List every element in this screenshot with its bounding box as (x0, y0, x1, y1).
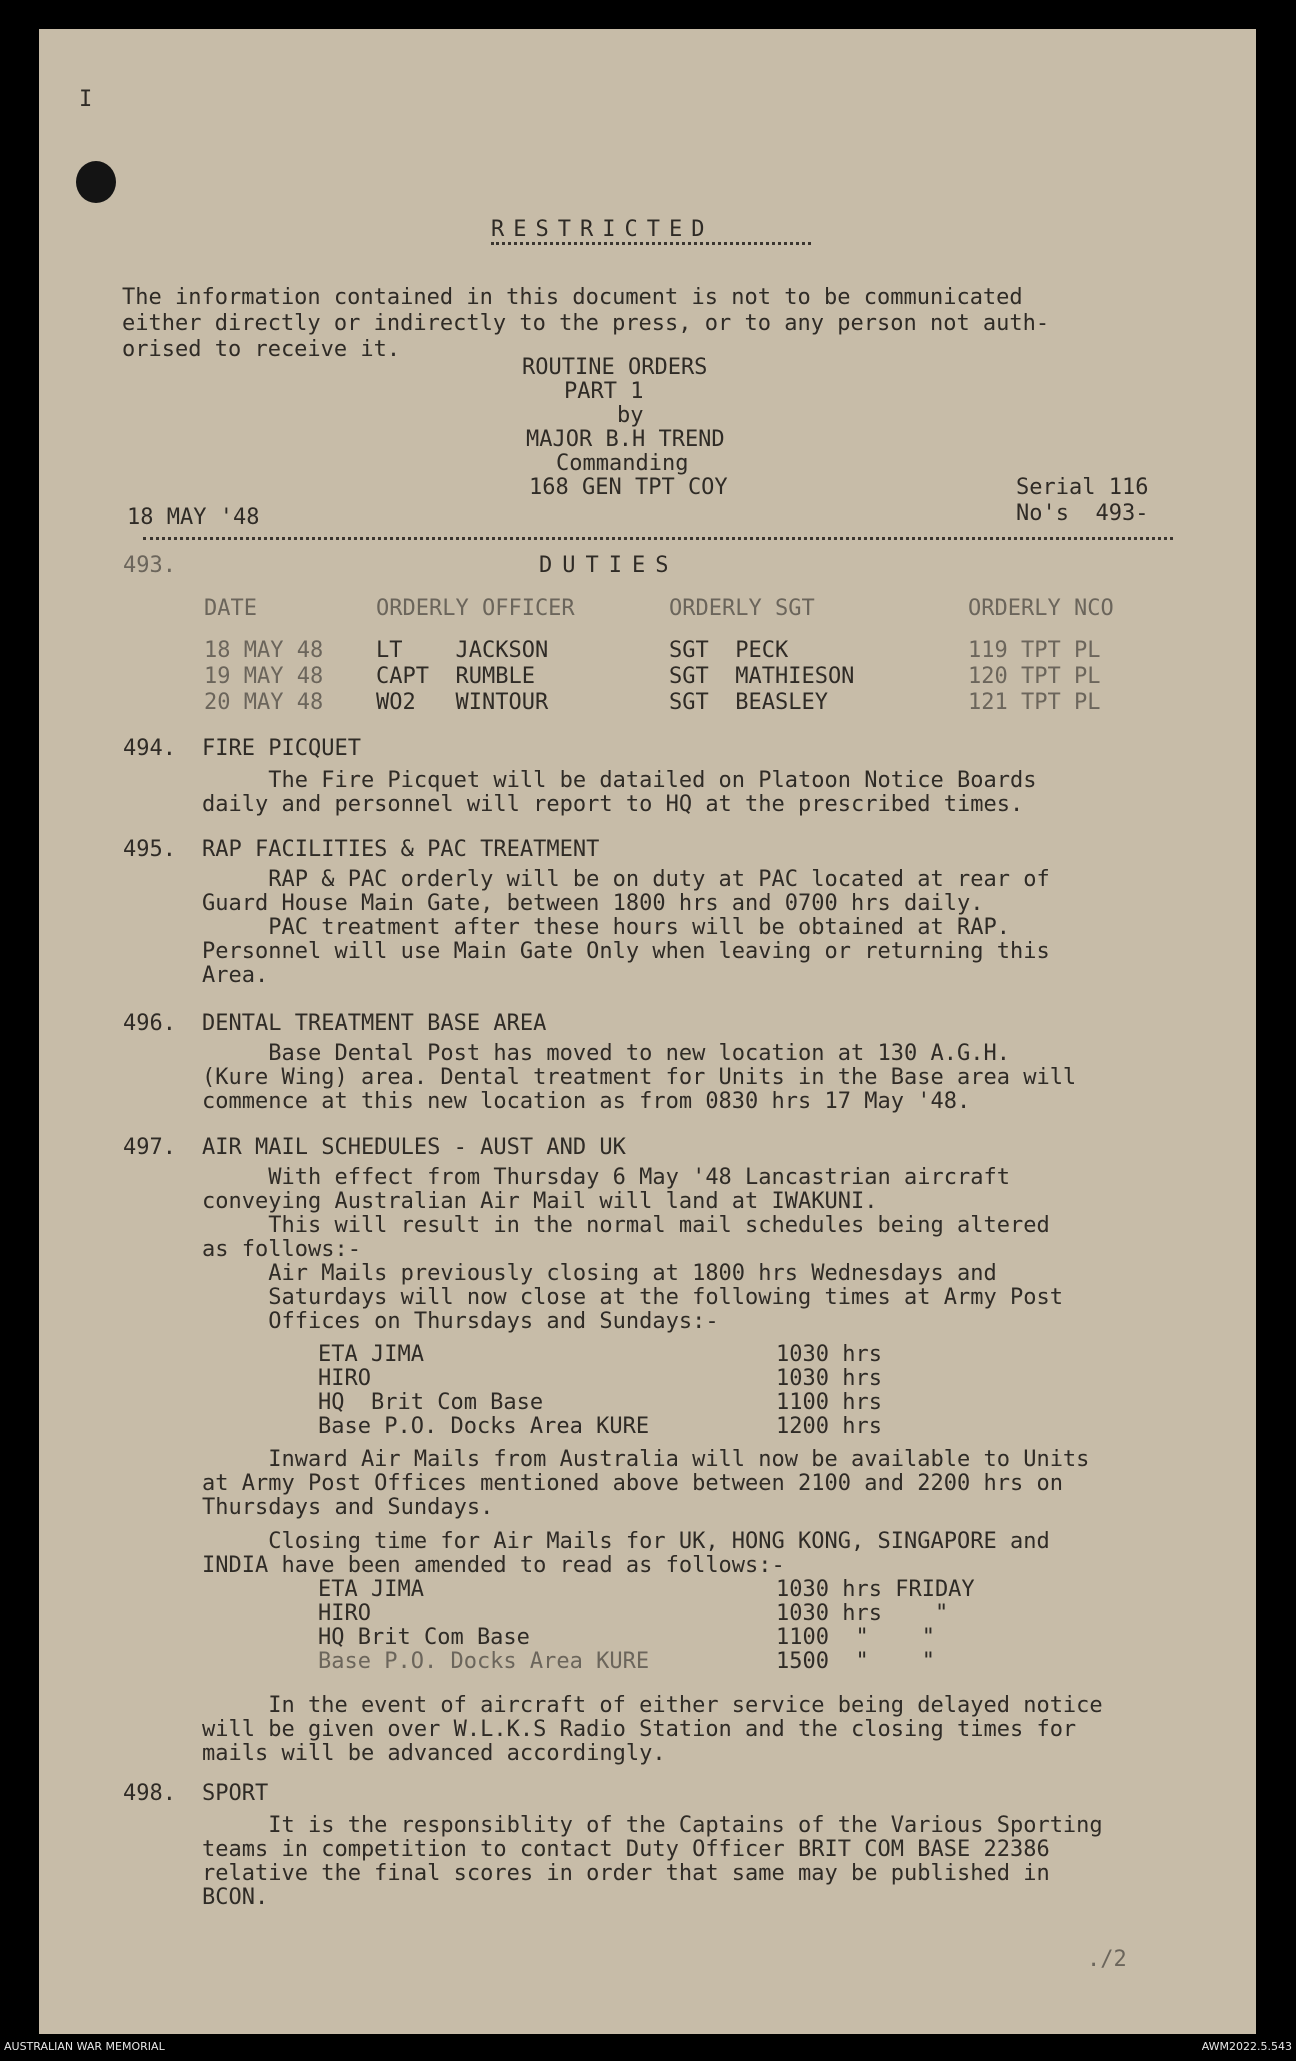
page-continuation-mark: ./2 (1087, 1947, 1127, 1972)
header-line: ROUTINE ORDERS (522, 355, 708, 380)
body-line: Thursdays and Sundays. (202, 1495, 494, 1520)
header-line: MAJOR B.H TREND (526, 427, 725, 452)
body-line: With effect from Thursday 6 May '48 Lancastrian aircraft (202, 1165, 1010, 1190)
footer-reference: AWM2022.5.543 (1201, 2040, 1292, 2053)
column-header: ORDERLY SGT (669, 596, 815, 621)
body-line: (Kure Wing) area. Dental treatment for Units in the Base area will (202, 1065, 1077, 1090)
header-line: Commanding (556, 451, 689, 476)
order-number: 496. (123, 1011, 176, 1036)
punch-hole (76, 161, 116, 203)
notice-line: The information contained in this document is not to be communicated (122, 285, 1023, 310)
body-line: This will result in the normal mail schedules being altered (202, 1213, 1050, 1238)
order-number: 494. (123, 736, 176, 761)
table-cell: SGT MATHIESON (669, 664, 855, 689)
table-cell: 120 TPT PL (968, 664, 1101, 689)
body-line: Saturdays will now close at the following times at Army Post (202, 1285, 1063, 1310)
order-numbers: No's 493- (1016, 501, 1149, 526)
body-line: Inward Air Mails from Australia will now be available to Units (202, 1447, 1090, 1472)
schedule-location: HQ Brit Com Base (318, 1390, 544, 1415)
dotted-rule (143, 537, 1173, 540)
table-cell: SGT PECK (669, 638, 789, 663)
body-line: relative the final scores in order that same may be published in (202, 1861, 1050, 1886)
table-cell: 18 MAY 48 (204, 638, 324, 663)
notice-line: orised to receive it. (122, 337, 401, 362)
order-number: 497. (123, 1135, 176, 1160)
schedule-location: HIRO (318, 1601, 371, 1626)
body-line: Base Dental Post has moved to new location at 130 A.G.H. (202, 1041, 1010, 1066)
body-line: will be given over W.L.K.S Radio Station and the closing times for (202, 1717, 1077, 1742)
schedule-location: HIRO (318, 1366, 371, 1391)
order-title: RAP FACILITIES & PAC TREATMENT (202, 837, 600, 862)
order-number: 498. (123, 1781, 176, 1806)
body-line: In the event of aircraft of either service being delayed notice (202, 1693, 1103, 1718)
order-date: 18 MAY '48 (127, 505, 260, 530)
order-title: SPORT (202, 1781, 269, 1806)
order-title: DENTAL TREATMENT BASE AREA (202, 1011, 547, 1036)
body-line: mails will be advanced accordingly. (202, 1741, 666, 1766)
schedule-location: Base P.O. Docks Area KURE (318, 1414, 650, 1439)
header-line: PART 1 (564, 379, 644, 404)
dotted-rule (491, 242, 811, 245)
body-line: teams in competition to contact Duty Officer BRIT COM BASE 22386 (202, 1837, 1050, 1862)
schedule-time: 1030 hrs (776, 1366, 882, 1391)
body-line: Offices on Thursdays and Sundays:- (202, 1309, 719, 1334)
table-cell: 119 TPT PL (968, 638, 1101, 663)
schedule-time: 1100 " " (776, 1625, 935, 1650)
body-line: as follows:- (202, 1237, 361, 1262)
body-line: RAP & PAC orderly will be on duty at PAC located at rear of (202, 867, 1050, 892)
schedule-time: 1030 hrs (776, 1342, 882, 1367)
table-cell: 121 TPT PL (968, 690, 1101, 715)
body-line: The Fire Picquet will be datailed on Platoon Notice Boards (202, 768, 1037, 793)
table-cell: LT JACKSON (376, 638, 549, 663)
schedule-time: 1200 hrs (776, 1414, 882, 1439)
order-number: 495. (123, 837, 176, 862)
order-title: AIR MAIL SCHEDULES - AUST AND UK (202, 1135, 626, 1160)
serial-number: Serial 116 (1016, 475, 1149, 500)
table-cell: 19 MAY 48 (204, 664, 324, 689)
body-line: Guard House Main Gate, between 1800 hrs and 0700 hrs daily. (202, 891, 984, 916)
body-line: at Army Post Offices mentioned above between 2100 and 2200 hrs on (202, 1471, 1063, 1496)
classification-heading: RESTRICTED (491, 217, 714, 242)
document-page (39, 29, 1256, 2034)
body-line: daily and personnel will report to HQ at the prescribed times. (202, 792, 1024, 817)
corner-mark: I (79, 87, 93, 112)
body-line: BCON. (202, 1885, 269, 1910)
schedule-location: HQ Brit Com Base (318, 1625, 530, 1650)
body-line: Personnel will use Main Gate Only when leaving or returning this (202, 939, 1050, 964)
schedule-location: ETA JIMA (318, 1342, 424, 1367)
body-line: commence at this new location as from 0830 hrs 17 May '48. (202, 1089, 971, 1114)
schedule-time: 1030 hrs FRIDAY (776, 1577, 975, 1602)
table-cell: CAPT RUMBLE (376, 664, 535, 689)
order-number: 493. (123, 553, 176, 578)
order-title: DUTIES (539, 553, 679, 578)
header-line: 168 GEN TPT COY (529, 475, 728, 500)
order-title: FIRE PICQUET (202, 736, 361, 761)
body-line: Area. (202, 963, 269, 988)
footer-archive-name: AUSTRALIAN WAR MEMORIAL (4, 2040, 165, 2053)
body-line: INDIA have been amended to read as follows:- (202, 1553, 785, 1578)
notice-line: either directly or indirectly to the press, or to any person not auth- (122, 311, 1050, 336)
body-line: Air Mails previously closing at 1800 hrs Wednesdays and (202, 1261, 997, 1286)
table-cell: SGT BEASLEY (669, 690, 828, 715)
column-header: ORDERLY NCO (968, 596, 1114, 621)
body-line: conveying Australian Air Mail will land at IWAKUNI. (202, 1189, 878, 1214)
table-cell: WO2 WINTOUR (376, 690, 549, 715)
body-line: PAC treatment after these hours will be obtained at RAP. (202, 915, 1010, 940)
body-line: It is the responsiblity of the Captains of the Various Sporting (202, 1813, 1103, 1838)
body-line: Closing time for Air Mails for UK, HONG KONG, SINGAPORE and (202, 1529, 1050, 1554)
header-line: by (617, 403, 644, 428)
schedule-location: Base P.O. Docks Area KURE (318, 1649, 650, 1674)
column-header: DATE (204, 596, 257, 621)
schedule-time: 1030 hrs " (776, 1601, 949, 1626)
table-cell: 20 MAY 48 (204, 690, 324, 715)
column-header: ORDERLY OFFICER (376, 596, 575, 621)
schedule-time: 1100 hrs (776, 1390, 882, 1415)
schedule-location: ETA JIMA (318, 1577, 424, 1602)
schedule-time: 1500 " " (776, 1649, 935, 1674)
